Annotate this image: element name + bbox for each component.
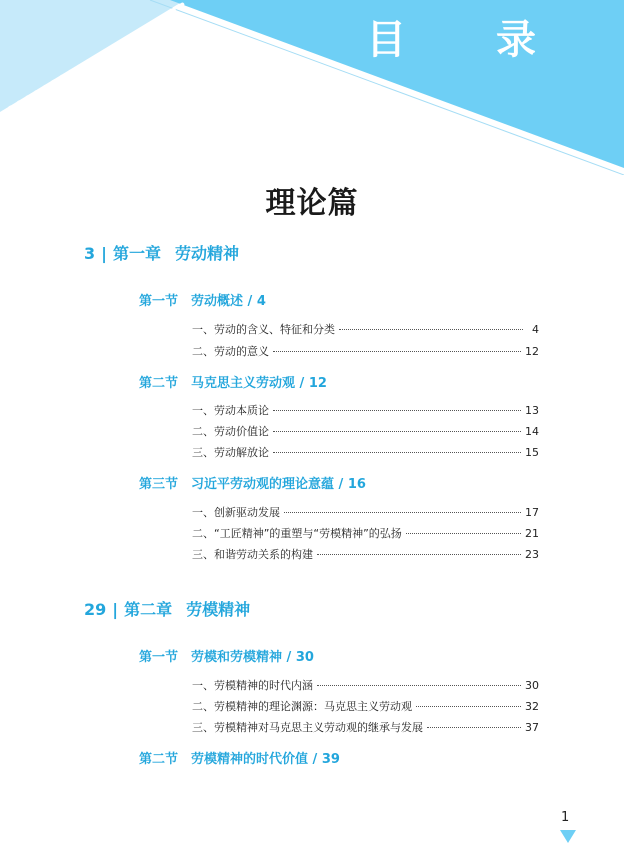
leader-dots xyxy=(339,329,523,330)
entry-text: 三、劳动解放论 xyxy=(192,446,269,459)
toc-entry[interactable] xyxy=(192,504,539,520)
entry-page: 13 xyxy=(525,404,539,417)
chapter-label: 第一章 xyxy=(112,244,161,263)
leader-dots xyxy=(416,706,521,707)
chapter-heading[interactable] xyxy=(84,241,239,264)
entry-page: 23 xyxy=(525,548,539,561)
section-heading[interactable] xyxy=(139,748,340,767)
toc-entry[interactable] xyxy=(192,546,539,562)
section-title: 劳模和劳模精神 / 30 xyxy=(191,650,314,665)
page-number: 1 xyxy=(561,810,570,825)
section-label: 第二节 xyxy=(139,376,179,391)
entry-page: 21 xyxy=(525,527,539,540)
chapter-separator: | xyxy=(112,600,119,619)
leader-dots xyxy=(273,452,521,453)
leader-dots xyxy=(317,685,521,686)
leader-dots xyxy=(273,351,521,352)
toc-entry[interactable] xyxy=(192,343,539,359)
leader-dots xyxy=(317,554,521,555)
section-title: 马克思主义劳动观 / 12 xyxy=(191,376,327,391)
entry-text: 一、劳模精神的时代内涵 xyxy=(192,679,313,692)
entry-page: 4 xyxy=(532,323,539,336)
toc-entry[interactable] xyxy=(192,525,539,541)
entry-text: 一、劳动的含义、特征和分类 xyxy=(192,323,335,336)
chapter-label: 第二章 xyxy=(124,600,173,619)
chapter-separator: | xyxy=(101,244,107,263)
toc-entry[interactable] xyxy=(192,719,539,735)
entry-page: 12 xyxy=(525,345,539,358)
entry-text: 二、劳动的意义 xyxy=(192,345,269,358)
section-title: 劳动概述 / 4 xyxy=(191,294,266,309)
toc-entry[interactable] xyxy=(192,321,539,337)
entry-text: 二、劳动价值论 xyxy=(192,425,269,438)
entry-page: 37 xyxy=(525,721,539,734)
chapter-title: 劳动精神 xyxy=(175,244,240,263)
entry-page: 17 xyxy=(525,506,539,519)
part-title: 理论篇 xyxy=(265,186,359,221)
chapter-page: 29 xyxy=(84,600,107,619)
triangle-down-icon xyxy=(560,830,576,844)
entry-text: 三、和谐劳动关系的构建 xyxy=(192,548,313,561)
section-heading[interactable] xyxy=(139,646,314,665)
section-heading[interactable] xyxy=(139,473,366,492)
banner-left-shape xyxy=(0,0,185,112)
entry-page: 14 xyxy=(525,425,539,438)
toc-header-title: 目 录 xyxy=(366,17,574,63)
entry-page: 30 xyxy=(525,679,539,692)
leader-dots xyxy=(427,727,521,728)
entry-text: 三、劳模精神对马克思主义劳动观的继承与发展 xyxy=(192,721,423,734)
entry-text: 二、劳模精神的理论渊源：马克思主义劳动观 xyxy=(192,700,412,713)
chapter-heading[interactable] xyxy=(84,597,250,620)
toc-entry[interactable] xyxy=(192,402,539,418)
entry-page: 32 xyxy=(525,700,539,713)
leader-dots xyxy=(406,533,521,534)
entry-text: 一、创新驱动发展 xyxy=(192,506,280,519)
leader-dots xyxy=(273,431,521,432)
section-label: 第一节 xyxy=(139,650,179,665)
section-title: 劳模精神的时代价值 / 39 xyxy=(191,752,340,767)
toc-entry[interactable] xyxy=(192,423,539,439)
entry-text: 一、劳动本质论 xyxy=(192,404,269,417)
entry-page: 15 xyxy=(525,446,539,459)
leader-dots xyxy=(273,410,521,411)
section-title: 习近平劳动观的理论意蕴 / 16 xyxy=(191,477,366,492)
toc-entry[interactable] xyxy=(192,677,539,693)
section-label: 第一节 xyxy=(139,294,179,309)
section-heading[interactable] xyxy=(139,290,266,309)
leader-dots xyxy=(284,512,521,513)
section-heading[interactable] xyxy=(139,372,327,391)
entry-text: 二、“工匠精神”的重塑与“劳模精神”的弘扬 xyxy=(192,527,402,540)
chapter-page: 3 xyxy=(84,244,96,263)
toc-entry[interactable] xyxy=(192,698,539,714)
chapter-title: 劳模精神 xyxy=(186,600,251,619)
section-label: 第三节 xyxy=(139,477,179,492)
toc-entry[interactable] xyxy=(192,444,539,460)
section-label: 第二节 xyxy=(139,752,179,767)
